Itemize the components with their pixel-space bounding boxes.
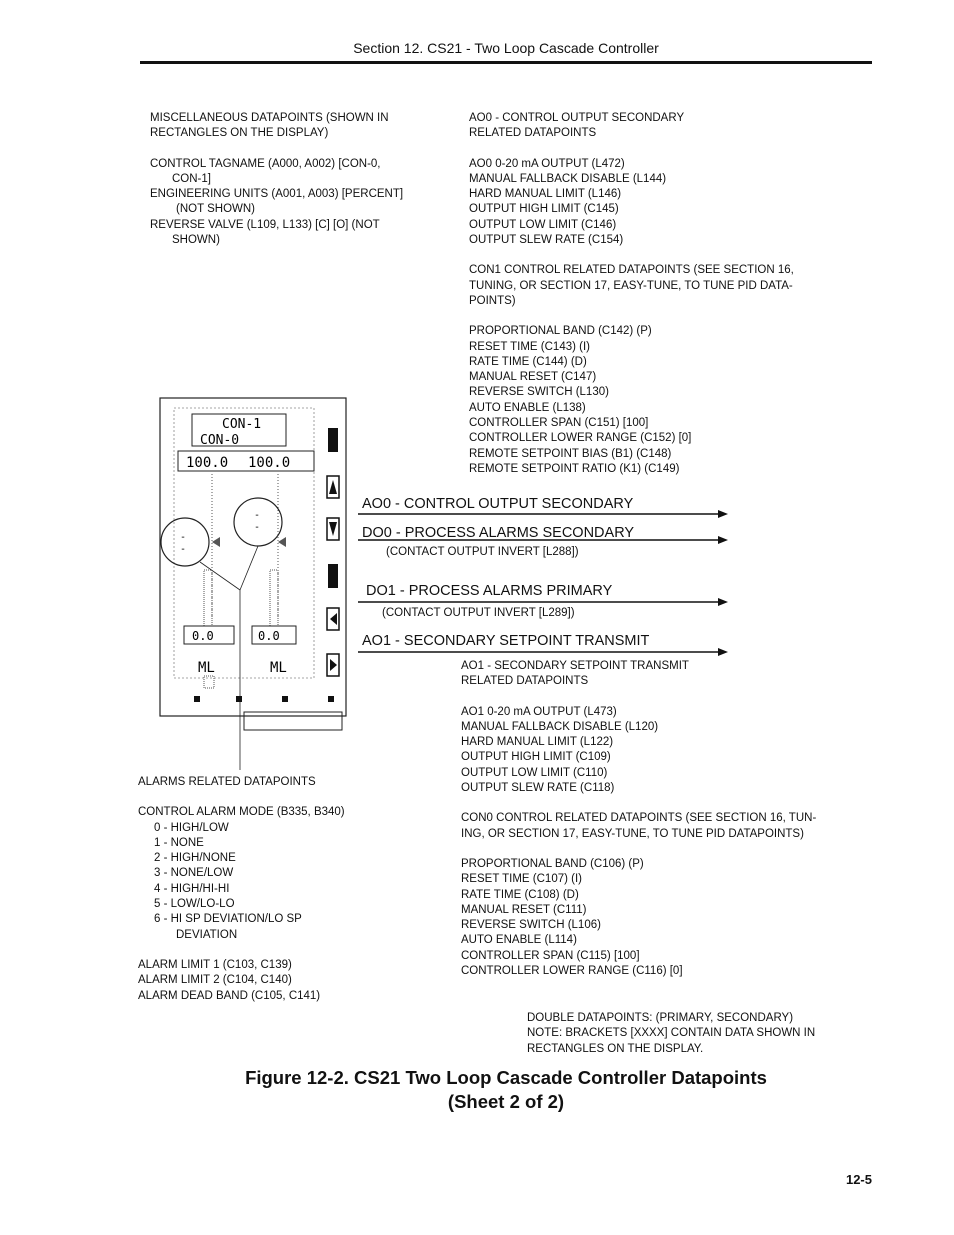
alarm-mode-option: 4 - HIGH/HI-HI — [154, 882, 230, 895]
key-block — [328, 428, 338, 452]
ao0-heading-line: AO0 - CONTROL OUTPUT SECONDARY — [469, 112, 685, 124]
ao1-signal-label: AO1 - SECONDARY SETPOINT TRANSMIT — [362, 633, 650, 649]
output1-text: 0.0 — [192, 629, 214, 643]
alarm-limit: ALARM DEAD BAND (C105, C141) — [138, 989, 321, 1002]
con1-item: RATE TIME (C144) (D) — [469, 355, 587, 368]
ao1-heading-line: AO1 - SECONDARY SETPOINT TRANSMIT — [461, 660, 689, 672]
engineering-units-cont: (NOT SHOWN) — [176, 203, 256, 216]
bottom-button — [194, 696, 200, 702]
bar-left — [204, 570, 212, 626]
alarm-mode-option: 3 - NONE/LOW — [154, 867, 234, 880]
note-line: RECTANGLES ON THE DISPLAY. — [527, 1042, 704, 1055]
circle-mark: - — [254, 522, 261, 533]
note-block — [527, 1011, 815, 1057]
alarms-heading: ALARMS RELATED DATAPOINTS — [138, 776, 316, 788]
ao0-item: OUTPUT SLEW RATE (C154) — [469, 234, 624, 247]
figure-caption — [140, 1066, 872, 1114]
do1-signal-note: (CONTACT OUTPUT INVERT [L289]) — [382, 607, 575, 619]
ao1-item: HARD MANUAL LIMIT (L122) — [461, 736, 614, 749]
con0-item: RESET TIME (C107) (I) — [461, 873, 582, 886]
ao0-heading-line: RELATED DATAPOINTS — [469, 127, 597, 140]
con1-item: RESET TIME (C143) (I) — [469, 340, 590, 353]
mode1-text: ML — [198, 660, 215, 676]
bottom-button — [236, 696, 242, 702]
con0-item: MANUAL RESET (C111) — [461, 903, 587, 916]
ao0-item: MANUAL FALLBACK DISABLE (L144) — [469, 172, 667, 185]
note-line: DOUBLE DATAPOINTS: (PRIMARY, SECONDARY) — [527, 1012, 794, 1024]
con1-item: CONTROLLER LOWER RANGE (C152) [0] — [469, 432, 692, 445]
pointer-left-icon — [212, 537, 220, 547]
alarm-mode-option: 1 - NONE — [154, 836, 204, 849]
circle-mark: - — [180, 532, 187, 543]
misc-heading-line: RECTANGLES ON THE DISPLAY) — [150, 127, 329, 140]
alarm-mode-option: 6 - HI SP DEVIATION/LO SP — [154, 913, 302, 926]
key-block — [328, 564, 338, 588]
con1-item: AUTO ENABLE (L138) — [469, 401, 586, 414]
figure-caption-line: Figure 12-2. CS21 Two Loop Cascade Controller Datapoints — [245, 1067, 767, 1088]
ao0-signal-label: AO0 - CONTROL OUTPUT SECONDARY — [362, 496, 634, 512]
header-rule — [140, 61, 872, 64]
ao1-item: OUTPUT SLEW RATE (C118) — [461, 782, 615, 795]
output2-text: 0.0 — [258, 629, 280, 643]
do1-signal-label: DO1 - PROCESS ALARMS PRIMARY — [366, 583, 613, 599]
alarm-mode-option: 0 - HIGH/LOW — [154, 821, 229, 834]
alarm-limit: ALARM LIMIT 2 (C104, C140) — [138, 974, 292, 987]
con0-item: REVERSE SWITCH (L106) — [461, 919, 601, 932]
control-tagname: CONTROL TAGNAME (A000, A002) [CON-0, — [150, 157, 381, 170]
con1-item: CONTROLLER SPAN (C151) [100] — [469, 417, 649, 430]
value1-text: 100.0 — [186, 455, 229, 471]
con0-item: CONTROLLER LOWER RANGE (C116) [0] — [461, 965, 683, 978]
ao0-item: OUTPUT LOW LIMIT (C146) — [469, 218, 617, 231]
bar-right — [270, 570, 278, 626]
misc-heading-line: MISCELLANEOUS DATAPOINTS (SHOWN IN — [150, 112, 389, 124]
con1-heading-line: TUNING, OR SECTION 17, EASY-TUNE, TO TUNE PID DATA- — [469, 279, 793, 292]
note-line: NOTE: BRACKETS [XXXX] CONTAIN DATA SHOWN IN — [527, 1027, 816, 1040]
con0-item: PROPORTIONAL BAND (C106) (P) — [461, 857, 644, 870]
mode2-text: ML — [270, 660, 287, 676]
figure-caption-line: (Sheet 2 of 2) — [447, 1091, 565, 1112]
tag-window — [244, 712, 342, 730]
do0-signal-label: DO0 - PROCESS ALARMS SECONDARY — [362, 525, 635, 541]
con1-heading-line: POINTS) — [469, 294, 516, 307]
ao1-item: AO1 0-20 mA OUTPUT (L473) — [461, 705, 617, 718]
reverse-valve-cont: SHOWN) — [172, 234, 220, 247]
alarm-mode-option: 2 - HIGH/NONE — [154, 852, 236, 865]
misc-datapoints-block — [150, 111, 403, 248]
control-tagname-cont: CON-1] — [172, 172, 211, 185]
tag1-text: CON-1 — [222, 417, 262, 432]
con1-item: REVERSE SWITCH (L130) — [469, 386, 609, 399]
ao1-item: OUTPUT HIGH LIMIT (C109) — [461, 751, 611, 764]
con0-item: CONTROLLER SPAN (C115) [100] — [461, 949, 640, 962]
reverse-valve: REVERSE VALVE (L109, L133) [C] [O] (NOT — [150, 218, 380, 231]
circle-mark: - — [254, 510, 261, 521]
con1-item: PROPORTIONAL BAND (C142) (P) — [469, 325, 652, 338]
con1-item: MANUAL RESET (C147) — [469, 371, 597, 384]
con1-item: REMOTE SETPOINT BIAS (B1) (C148) — [469, 447, 672, 460]
alarms-datapoints-block — [138, 775, 345, 1004]
ao1-heading-line: RELATED DATAPOINTS — [461, 675, 589, 688]
alarm-mode-option: 5 - LOW/LO-LO — [154, 898, 235, 911]
circle-mark: - — [180, 544, 187, 555]
ao0-item: AO0 0-20 mA OUTPUT (L472) — [469, 157, 625, 170]
ao1-datapoints-block — [461, 659, 816, 979]
ao1-item: MANUAL FALLBACK DISABLE (L120) — [461, 720, 659, 733]
do0-signal-note: (CONTACT OUTPUT INVERT [L288]) — [386, 546, 579, 558]
con0-heading-line: ING, OR SECTION 17, EASY-TUNE, TO TUNE PID DATAPOINTS) — [461, 827, 804, 840]
alarm-limit: ALARM LIMIT 1 (C103, C139) — [138, 958, 292, 971]
con0-heading-line: CON0 CONTROL RELATED DATAPOINTS (SEE SECTION 16, TUN- — [461, 812, 817, 825]
alarm-mode: CONTROL ALARM MODE (B335, B340) — [138, 806, 345, 819]
con1-heading-line: CON1 CONTROL RELATED DATAPOINTS (SEE SECTION 16, — [469, 264, 794, 277]
pointer-right-icon — [278, 537, 286, 547]
tag0-text: CON-0 — [200, 433, 240, 448]
con1-item: REMOTE SETPOINT RATIO (K1) (C149) — [469, 462, 680, 475]
bottom-button — [282, 696, 288, 702]
section-header: Section 12. CS21 - Two Loop Cascade Controller — [353, 40, 659, 56]
ao1-item: OUTPUT LOW LIMIT (C110) — [461, 766, 608, 779]
engineering-units: ENGINEERING UNITS (A001, A003) [PERCENT] — [150, 188, 404, 201]
con0-item: RATE TIME (C108) (D) — [461, 888, 579, 901]
bottom-button — [328, 696, 334, 702]
ao0-item: HARD MANUAL LIMIT (L146) — [469, 188, 622, 201]
ao0-item: OUTPUT HIGH LIMIT (C145) — [469, 203, 619, 216]
page-number: 12-5 — [845, 1172, 872, 1187]
value2-text: 100.0 — [248, 455, 291, 471]
con0-item: AUTO ENABLE (L114) — [461, 934, 577, 947]
alarm-mode-option-cont: DEVIATION — [176, 928, 238, 941]
